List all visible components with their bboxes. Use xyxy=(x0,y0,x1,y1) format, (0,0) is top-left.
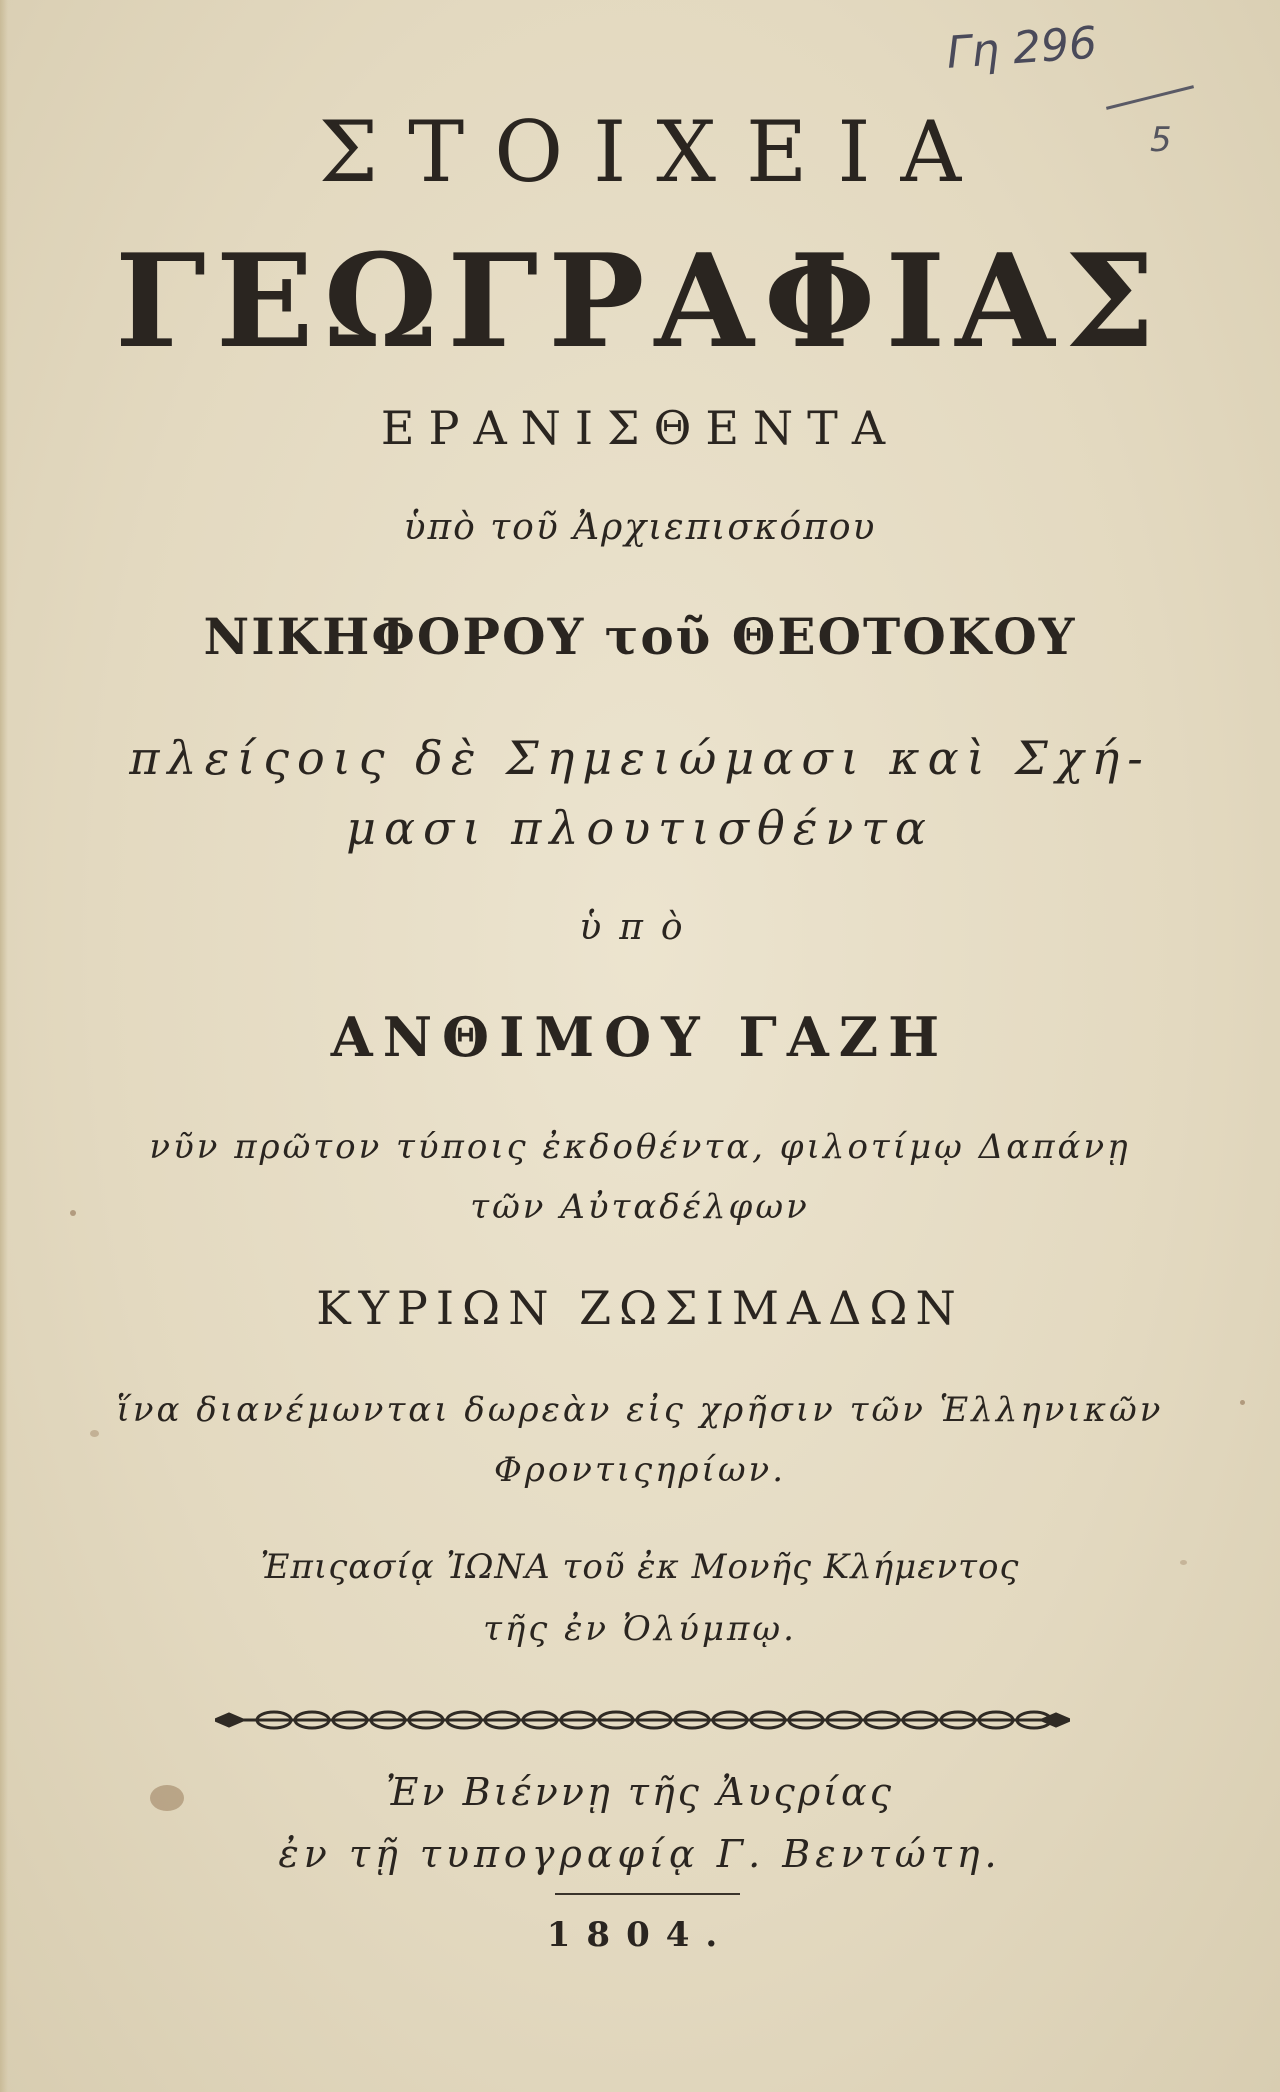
ornament-end-left xyxy=(215,1714,243,1726)
editor-line-2: τῆς ἐν Ὀλύμπῳ. xyxy=(483,1609,797,1649)
paper-speck xyxy=(90,1430,99,1437)
handwritten-stroke xyxy=(1106,85,1194,110)
editor-line-1: Ἐπιςασίᾳ ἸΩΝΑ τοῦ ἐκ Μονῆς Κλήμεντος xyxy=(260,1547,1020,1587)
publication-line-1: νῦν πρῶτον τύποις ἐκδοθέντα, φιλοτίμῳ Δαπάνῃ xyxy=(149,1127,1131,1167)
author-nikephoros: ΝΙΚΗΦΟΡΟΥ τοῦ ΘΕΟΤΟΚΟΥ xyxy=(203,607,1077,666)
description-line-2: μασι πλουτισθέντα xyxy=(346,801,934,855)
place-line-1: Ἐν Βιέννῃ τῆς Ἀυςρίας xyxy=(385,1770,894,1814)
publication-year: 1804. xyxy=(546,1915,734,1955)
paper-speck xyxy=(1180,1560,1187,1565)
purpose-line-2: Φροντιςηρίων. xyxy=(493,1450,787,1490)
subtitle: ΕΡΑΝΙΣΘΕΝΤΑ xyxy=(380,401,900,455)
handwritten-shelfmark: Γη 296 xyxy=(945,17,1099,79)
paper-speck xyxy=(70,1210,76,1216)
publication-line-2: τῶν Αὐταδέλφων xyxy=(470,1187,810,1227)
short-rule xyxy=(555,1893,740,1895)
purpose-line-1: ἵνα διανέμωνται δωρεὰν εἰς χρῆσιν τῶν Ἑλληνικῶν xyxy=(116,1390,1164,1430)
by-line-1: ὑπὸ τοῦ Ἀρχιεπισκόπου xyxy=(403,507,877,548)
patrons-name: ΚΥΡΙΩΝ ΖΩΣΙΜΑΔΩΝ xyxy=(316,1281,964,1335)
title-line-2: ΓΕΩΓΡΑΦΙΑΣ xyxy=(115,227,1165,377)
paper-stain xyxy=(150,1785,184,1811)
handwritten-shelfmark-number: 5 xyxy=(1150,120,1172,160)
by-line-2: ὑπὸ xyxy=(579,907,701,948)
paper-speck xyxy=(1240,1400,1245,1405)
description-line-1: πλείςοις δὲ Σημειώμασι καὶ Σχή- xyxy=(129,731,1151,785)
place-line-2: ἐν τῇ τυπογραφίᾳ Γ. Βεντώτη. xyxy=(278,1832,1002,1876)
chain-ornament-divider xyxy=(215,1700,1070,1740)
title-line-1: ΣΤΟΙΧΕΙΑ xyxy=(318,103,992,201)
author-anthimos: ΑΝΘΙΜΟΥ ΓΑΖΗ xyxy=(330,1005,950,1069)
